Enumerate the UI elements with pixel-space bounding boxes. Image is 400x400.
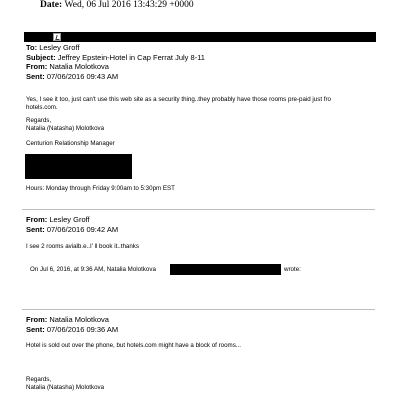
msg1-body-line2: hotels.com.	[26, 104, 58, 111]
msg2-quote-suffix: wrote:	[284, 266, 301, 273]
msg2-body: I see 2 rooms avialb.e..I' ll book it..thanks	[26, 243, 139, 250]
to-label: To:	[26, 43, 38, 52]
subject-value: Jeffrey Epstein-Hotel in Cap Ferrat July 8-11	[57, 52, 205, 62]
msg1-to	[26, 43, 80, 53]
date-value: Wed, 06 Jul 2016 13:43:29 +0000	[64, 0, 194, 10]
sent-label: Sent:	[26, 324, 45, 334]
redaction-email-address	[170, 264, 281, 275]
msg1-signature-title: Centurion Relationship Manager	[26, 140, 115, 147]
redaction-bar-top	[24, 32, 376, 42]
msg3-body: Hotel is sold out over the phone, but hotels.com might have a block of rooms...	[26, 342, 241, 349]
from-value: Natalia Molotkova	[49, 62, 109, 71]
from-value: Lesley Groff	[49, 215, 90, 224]
sent-label: Sent:	[26, 224, 45, 234]
msg1-from	[26, 62, 109, 72]
to-value: Lesley Groff	[39, 43, 80, 52]
msg1-signature-name: Natalia (Natasha) Molotkova	[26, 125, 105, 132]
broken-image-icon	[53, 33, 61, 41]
msg2-sent	[26, 225, 118, 235]
from-label: From:	[26, 315, 48, 324]
redaction-block-signature	[25, 154, 132, 179]
date-label: Date:	[40, 0, 63, 10]
sent-value: 07/06/2016 09:36 AM	[46, 324, 119, 334]
from-label: From:	[26, 215, 48, 224]
sent-value: 07/06/2016 09:43 AM	[46, 71, 119, 81]
sent-label: Sent:	[26, 71, 45, 81]
sent-value: 07/06/2016 09:42 AM	[46, 224, 119, 234]
msg3-sent	[26, 325, 118, 335]
msg1-sent	[26, 72, 118, 82]
from-label: From:	[26, 62, 48, 71]
subject-label: Subject:	[26, 52, 56, 62]
msg3-signature-name: Natalia (Natasha) Molotkova	[26, 384, 105, 391]
date-line	[40, 0, 194, 10]
msg3-from	[26, 315, 109, 325]
divider-1	[22, 209, 375, 210]
from-value: Natalia Molotkova	[49, 315, 109, 324]
msg2-from	[26, 215, 90, 225]
msg1-hours: Hours: Monday through Friday 9:00am to 5:30pm EST	[26, 185, 175, 192]
msg2-quote-prefix: On Jul 6, 2016, at 9:36 AM, Natalia Molotkova	[30, 266, 156, 273]
msg1-subject	[26, 53, 205, 63]
msg1-body-line1: Yes, I see it too, just can't use this web site as a security thing..they probably have those rooms pre-paid just fro	[26, 96, 331, 103]
divider-2	[22, 309, 375, 310]
msg1-regards: Regards,	[26, 117, 52, 124]
msg3-regards: Regards,	[26, 376, 52, 383]
